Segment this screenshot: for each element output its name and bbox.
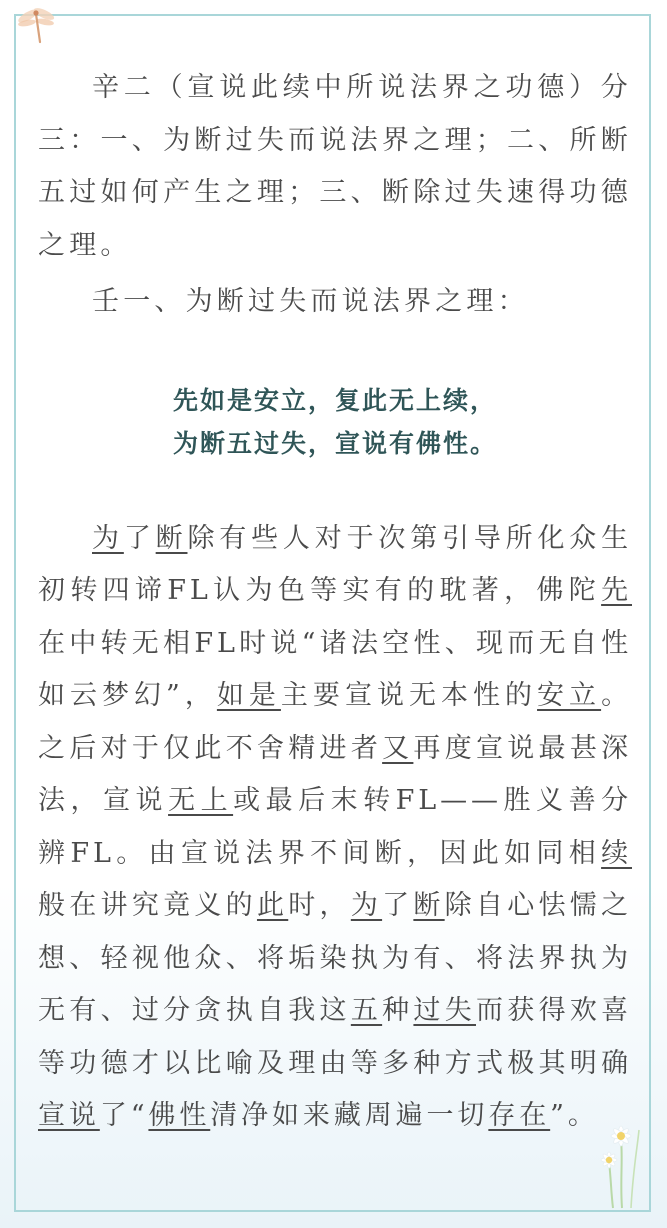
keyword-underlined: 过失 [413, 995, 476, 1026]
section-heading-2: 壬一、为断过失而说法界之理： [92, 286, 529, 317]
text-segment: ”。 [550, 1100, 599, 1131]
verse-line-1: 先如是安立，复此无上续， [172, 385, 497, 415]
keyword-underlined: 续 [601, 837, 632, 869]
keyword-underlined: 如是 [216, 680, 281, 711]
text-segment: 。之后对于仅此不舍精进者 [38, 680, 632, 764]
text-segment: 了“ [99, 1100, 149, 1131]
text-segment: 而获得欢喜等功德才以比喻及理由等多种方式极其明确 [38, 995, 633, 1079]
keyword-underlined: 断 [155, 522, 188, 554]
text-segment: 般在讲究竟义的 [38, 890, 257, 921]
keyword-underlined: 存在 [488, 1100, 551, 1131]
keyword-underlined: 五 [350, 995, 383, 1026]
keyword-underlined: 为 [92, 522, 124, 554]
keyword-underlined: 又 [382, 732, 414, 764]
keyword-underlined: 断 [413, 890, 445, 921]
section-heading-1: 辛二（宣说此续中所说法界之功德）分三：一、为断过失而说法界之理；二、所断五过如何产生之理；三、断除过失速得功德之理。 [38, 72, 632, 261]
text-segment: 清净如来藏周遍一切 [210, 1100, 489, 1131]
keyword-underlined: 宣说 [38, 1100, 100, 1131]
verse-line-2: 为断五过失，宣说有佛性。 [172, 428, 497, 458]
text-segment: 时， [288, 890, 351, 921]
text-segment: 或最后末转FL——胜义善分辨FL。由宣说法界不间断，因此如同相 [38, 785, 632, 869]
keyword-underlined: 佛性 [148, 1100, 211, 1131]
article-content [38, 62, 632, 1143]
text-segment: 了 [123, 522, 156, 554]
keyword-underlined: 先 [601, 575, 632, 606]
text-segment: 了 [382, 890, 414, 921]
text-segment: 种 [382, 995, 414, 1026]
text-segment: 除有些人对于次第引导所化众生初转四谛FL认为色等实有的耽著，佛陀 [38, 522, 633, 606]
dragonfly-icon [14, 4, 58, 44]
verse-block [38, 379, 632, 465]
text-segment: 在中转无相FL时说“诸法空性、现而无自性如云梦幻”， [38, 627, 632, 711]
keyword-underlined: 此 [256, 890, 289, 921]
text-segment: 再度宣说最甚深法，宣说 [38, 732, 632, 816]
text-segment: 除自心怯懦之想、轻视他众、将垢染执为有、将法界执为无有、过分贪执自我这 [38, 890, 632, 1026]
keyword-underlined: 安立 [537, 680, 602, 711]
commentary-paragraph [38, 513, 632, 1143]
keyword-underlined: 无上 [168, 785, 234, 816]
keyword-underlined: 为 [350, 890, 383, 921]
text-segment: 主要宣说无本性的 [280, 680, 538, 711]
